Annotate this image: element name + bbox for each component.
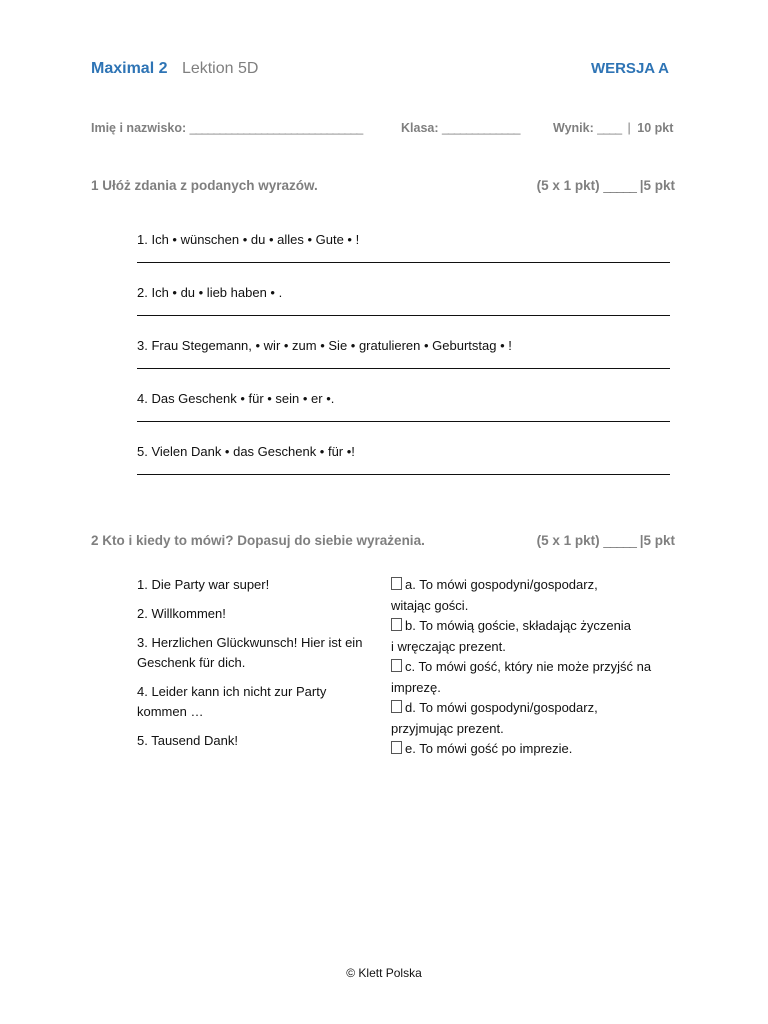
- name-label: Imię i nazwisko:: [91, 121, 187, 135]
- answer-line[interactable]: [137, 262, 670, 263]
- option-item: [391, 657, 681, 698]
- phrase-item: 1. Die Party war super!: [137, 577, 270, 592]
- score-label: Wynik:: [553, 121, 594, 135]
- exercise-2-points-prefix: (5 x 1 pkt): [536, 533, 600, 548]
- option-text: b. To mówią goście, składając życzenia: [405, 618, 631, 633]
- exercise-2-title: 2 Kto i kiedy to mówi? Dopasuj do siebie wyrażenia.: [91, 533, 425, 548]
- option-item: [391, 739, 681, 760]
- worksheet-title: [91, 60, 258, 78]
- score-blank: ____: [597, 121, 622, 135]
- answer-line[interactable]: [137, 315, 670, 316]
- lesson-label: Lektion 5D: [181, 60, 259, 77]
- exercise-2-points: [537, 533, 675, 548]
- score-field: [553, 121, 673, 135]
- class-field: [401, 121, 519, 135]
- option-text: d. To mówi gospodyni/gospodarz,: [405, 700, 598, 715]
- phrase-item: 4. Leider kann ich nicht zur Party kommen …: [137, 684, 327, 719]
- option-text-cont: witając gości.: [391, 597, 469, 613]
- version-label: WERSJA A: [590, 60, 669, 77]
- answer-box[interactable]: [391, 577, 402, 590]
- phrase-item: 5. Tausend Dank!: [137, 733, 238, 748]
- answer-box[interactable]: [391, 741, 402, 754]
- option-text-cont: imprezę.: [391, 679, 441, 695]
- textbook-name: Maximal 2: [91, 60, 168, 77]
- exercise-1-item: [137, 231, 670, 263]
- options-column: [391, 575, 681, 760]
- answer-line[interactable]: [137, 421, 670, 422]
- copyright-footer: © Klett Polska: [346, 966, 422, 980]
- exercise-1-points: [537, 178, 675, 193]
- option-item: [391, 575, 681, 616]
- name-field: [91, 121, 362, 135]
- class-label: Klasa:: [401, 121, 439, 135]
- option-text-cont: i wręczając prezent.: [391, 638, 506, 654]
- answer-line[interactable]: [137, 474, 670, 475]
- sentence-prompt: 5. Vielen Dank • das Geschenk • für •!: [137, 444, 355, 459]
- exercise-2-points-suffix: |5 pkt: [639, 533, 675, 548]
- sentence-prompt: 3. Frau Stegemann, • wir • zum • Sie • gratulieren • Geburtstag • !: [137, 338, 512, 353]
- exercise-1-item: [137, 443, 670, 475]
- answer-box[interactable]: [391, 618, 402, 631]
- option-text: c. To mówi gość, który nie może przyjść na: [405, 659, 652, 674]
- exercise-1-points-prefix: (5 x 1 pkt): [536, 178, 600, 193]
- sentence-prompt: 4. Das Geschenk • für • sein • er •.: [137, 391, 335, 406]
- option-text: a. To mówi gospodyni/gospodarz,: [405, 577, 598, 592]
- exercise-2-points-blank: _____: [603, 533, 636, 548]
- option-text-cont: przyjmując prezent.: [391, 720, 504, 736]
- class-blank: _____________: [442, 121, 520, 135]
- sentence-prompt: 2. Ich • du • lieb haben • .: [137, 285, 283, 300]
- exercise-1-item: [137, 337, 670, 369]
- phrase-item: 2. Willkommen!: [137, 606, 226, 621]
- exercise-1-title: 1 Ułóż zdania z podanych wyrazów.: [91, 178, 318, 193]
- option-item: [391, 698, 681, 739]
- score-total: 10 pkt: [637, 121, 674, 135]
- sentence-prompt: 1. Ich • wünschen • du • alles • Gute • !: [137, 232, 360, 247]
- exercise-1-points-blank: _____: [603, 178, 636, 193]
- option-item: [391, 616, 681, 657]
- answer-box[interactable]: [391, 700, 402, 713]
- exercise-1-list: [137, 231, 670, 496]
- score-separator: |: [627, 121, 631, 135]
- exercise-1-item: [137, 284, 670, 316]
- exercise-1-points-suffix: |5 pkt: [639, 178, 675, 193]
- exercise-1-item: [137, 390, 670, 422]
- phrase-item: 3. Herzlichen Glückwunsch! Hier ist ein Geschenk für dich.: [137, 635, 363, 670]
- answer-line[interactable]: [137, 368, 670, 369]
- phrases-column: [137, 575, 377, 760]
- name-blank: _____________________________: [189, 121, 363, 135]
- answer-box[interactable]: [391, 659, 402, 672]
- option-text: e. To mówi gość po imprezie.: [405, 741, 573, 756]
